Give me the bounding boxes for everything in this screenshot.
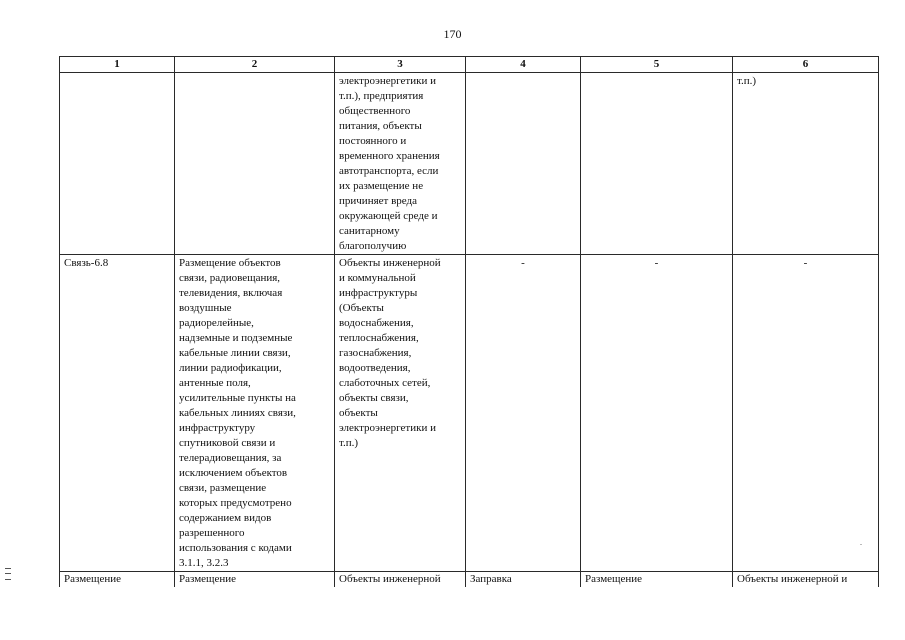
table-cell: Объекты инженерной: [335, 572, 466, 588]
table-cell: электроэнергетики и т.п.), предприятия общественного питания, объекты постоянного и временного хранения автотранспорта, если их размещение не причиняет вреда окружающей среде и санитарному благополучию: [335, 73, 466, 255]
land-use-table: [59, 56, 879, 587]
table-cell: -: [733, 255, 879, 572]
table-cell: Объекты инженерной и коммунальной инфраструктуры (Объекты водоснабжения, теплоснабжения, газоснабжения, водоотведения, слаботочных сетей, объекты связи, объекты электроэнергетики и т.п.): [335, 255, 466, 572]
column-header-6: 6: [733, 57, 879, 73]
scan-speck: [860, 544, 862, 545]
table-header-row: [60, 57, 879, 73]
table-cell: [175, 73, 335, 255]
table-cell: Размещение: [581, 572, 733, 588]
column-header-5: 5: [581, 57, 733, 73]
table-cell: [60, 73, 175, 255]
column-header-2: 2: [175, 57, 335, 73]
table-row: [60, 255, 879, 572]
table-cell: Связь-6.8: [60, 255, 175, 572]
table-cell: Размещение: [60, 572, 175, 588]
table-cell: [581, 73, 733, 255]
table-cell: -: [466, 255, 581, 572]
table-cell: Размещение: [175, 572, 335, 588]
table-row: [60, 73, 879, 255]
page-number: 170: [443, 27, 462, 41]
table-row: [60, 572, 879, 588]
column-header-1: 1: [60, 57, 175, 73]
table-cell: Объекты инженерной и: [733, 572, 879, 588]
scan-margin-mark: [5, 568, 11, 580]
table-cell: [466, 73, 581, 255]
table-cell: Размещение объектов связи, радиовещания, телевидения, включая воздушные радиорелейные, надземные и подземные кабельные линии связи, линии радиофикации, антенные поля, усилительные пункты на кабельных линиях связи, инфраструктуру спутниковой связи и телерадиовещания, за исключением объектов связи, размещение которых предусмотрено содержанием видов разрешенного использования с кодами 3.1.1, 3.2.3: [175, 255, 335, 572]
table-cell: Заправка: [466, 572, 581, 588]
table-cell: т.п.): [733, 73, 879, 255]
table-cell: -: [581, 255, 733, 572]
column-header-3: 3: [335, 57, 466, 73]
column-header-4: 4: [466, 57, 581, 73]
